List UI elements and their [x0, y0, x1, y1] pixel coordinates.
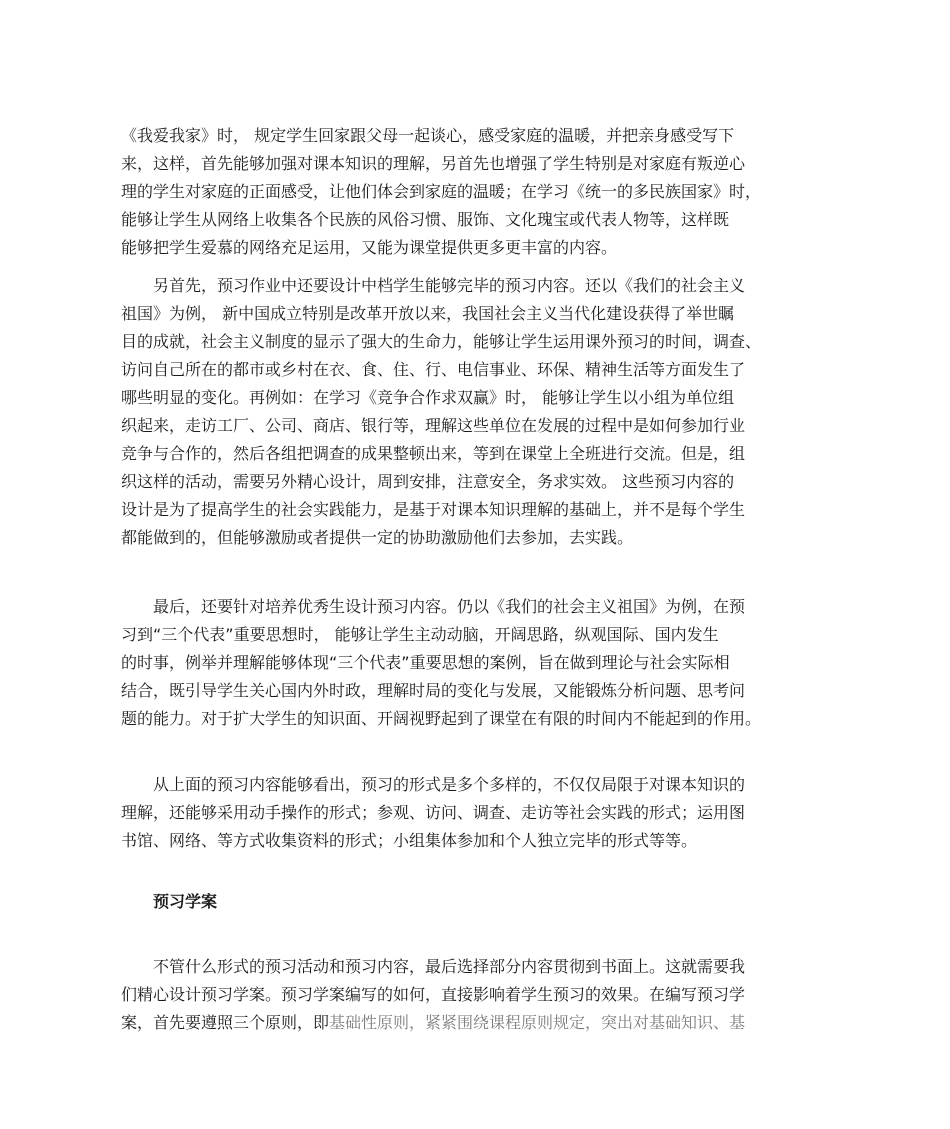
text-line: 访问自己所在的都市或乡村在衣、食、住、行、电信事业、环保、精神生活等方面发生了	[121, 360, 746, 379]
section-heading	[121, 888, 841, 916]
text-line: 《我爱我家》时， 规定学生回家跟父母一起谈心，感受家庭的温暖，并把亲身感受写下	[121, 126, 735, 145]
text-line: 能够让学生从网络上收集各个民族的风俗习惯、服饰、文化瑰宝或代表人物等，这样既	[121, 210, 730, 229]
paragraph-1	[121, 122, 841, 262]
text-line-mixed	[121, 1009, 841, 1037]
heading-text: 预习学案	[121, 892, 218, 911]
text-line: 织这样的活动，需要另外精心设计，周到安排，注意安全，务求实效。 这些预习内容的	[121, 472, 735, 491]
paragraph-2	[121, 272, 841, 552]
text-line: 另首先，预习作业中还要设计中档学生能够完毕的预习内容。还以《我们的社会主义	[121, 276, 746, 295]
text-line: 祖国》为例， 新中国成立特别是改革开放以来，我国社会主义当代化建设获得了举世瞩	[121, 304, 735, 323]
text-segment: 案，首先要遵照三个原则，即	[121, 1013, 330, 1032]
text-line: 题的能力。对于扩大学生的知识面、开阔视野起到了课堂在有限的时间内不能起到的作用。	[121, 709, 762, 728]
paragraph-4	[121, 771, 841, 855]
text-line: 理的学生对家庭的正面感受，让他们体会到家庭的温暖；在学习《统一的多民族国家》时，	[121, 182, 762, 201]
text-line: 不管什么形式的预习活动和预习内容，最后选择部分内容贯彻到书面上。这就需要我	[121, 957, 746, 976]
text-line: 结合，既引导学生关心国内外时政，理解时局的变化与发展，又能锻炼分析问题、思考问	[121, 681, 746, 700]
text-line: 织起来，走访工厂、公司、商店、银行等，理解这些单位在发展的过程中是如何参加行业	[121, 416, 746, 435]
text-line: 的时事，例举并理解能够体现“三个代表”重要思想的案例，旨在做到理论与社会实际相	[121, 653, 730, 672]
text-line: 设计是为了提高学生的社会实践能力，是基于对课本知识理解的基础上，并不是每个学生	[121, 500, 746, 519]
text-line: 都能做到的，但能够激励或者提供一定的协助激励他们去参加，去实践。	[121, 528, 634, 547]
text-line: 书馆、网络、等方式收集资料的形式；小组集体参加和个人独立完毕的形式等等。	[121, 831, 698, 850]
faded-text-segment: 基础性原则，紧紧围绕课程原则规定，突出对基础知识、基	[329, 1013, 746, 1032]
text-line: 理解，还能够采用动手操作的形式；参观、访问、调查、走访等社会实践的形式；运用图	[121, 803, 746, 822]
text-line: 来，这样，首先能够加强对课本知识的理解，另首先也增强了学生特别是对家庭有叛逆心	[121, 154, 746, 173]
text-line: 哪些明显的变化。再例如：在学习《竞争合作求双赢》时， 能够让学生以小组为单位组	[121, 388, 735, 407]
text-line: 能够把学生爱慕的网络充足运用，又能为课堂提供更多更丰富的内容。	[121, 238, 618, 257]
paragraph-3	[121, 593, 841, 733]
text-line: 目的成就，社会主义制度的显示了强大的生命力，能够让学生运用课外预习的时间，调查、	[121, 332, 762, 351]
text-line: 最后，还要针对培养优秀生设计预习内容。仍以《我们的社会主义祖国》为例，在预	[121, 597, 746, 616]
paragraph-5	[121, 953, 841, 1037]
text-line: 习到“三个代表”重要思想时， 能够让学生主动动脑，开阔思路，纵观国际、国内发生	[121, 625, 719, 644]
text-line: 从上面的预习内容能够看出，预习的形式是多个多样的，不仅仅局限于对课本知识的	[121, 775, 746, 794]
text-line: 竞争与合作的，然后各组把调查的成果整顿出来，等到在课堂上全班进行交流。但是，组	[121, 444, 746, 463]
text-line: 们精心设计预习学案。预习学案编写的如何，直接影响着学生预习的效果。在编写预习学	[121, 985, 746, 1004]
